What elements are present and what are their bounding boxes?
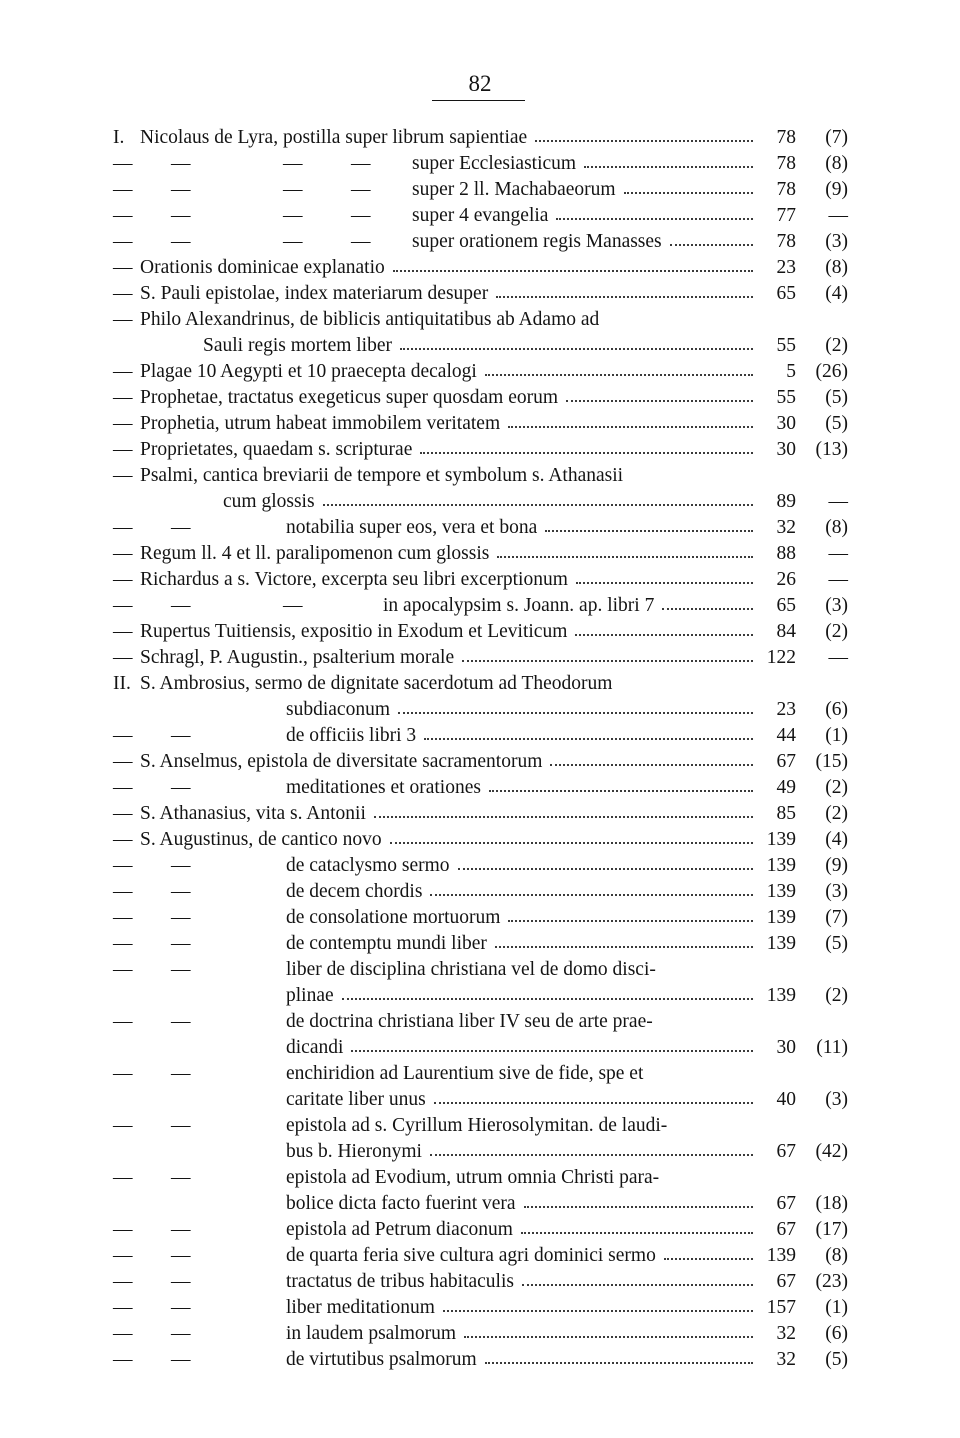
entry-title: de consolatione mortuorum <box>286 907 501 928</box>
index-entry <box>0 1321 960 1347</box>
page-ref: 23 <box>776 699 796 720</box>
page-ref: 5 <box>786 361 796 382</box>
entry-number: (5) <box>825 387 848 408</box>
page-ref: 26 <box>776 569 796 590</box>
ditto-dash: — <box>113 309 133 330</box>
index-entry <box>0 931 960 957</box>
dot-leader <box>508 905 753 931</box>
entry-title: epistola ad s. Cyrillum Hierosolymitan. de laudi- <box>286 1115 668 1136</box>
dot-leader <box>576 567 753 593</box>
entry-number: (26) <box>815 361 848 382</box>
ditto-dash: — <box>171 1011 191 1032</box>
page-ref: 78 <box>776 179 796 200</box>
dot-leader <box>521 1217 753 1243</box>
ditto-dash: — <box>113 153 133 174</box>
entry-title: Schragl, P. Augustin., psalterium morale <box>140 647 455 668</box>
index-entry <box>0 593 960 619</box>
index-entry <box>0 1009 960 1035</box>
entry-number: (13) <box>815 439 848 460</box>
ditto-dash: — <box>113 881 133 902</box>
ditto-dash: — <box>171 595 191 616</box>
page-ref: 122 <box>766 647 796 668</box>
entry-title: cum glossis <box>223 491 315 512</box>
ditto-dash: — <box>113 725 133 746</box>
index-entry <box>0 411 960 437</box>
ditto-dash: — <box>113 283 133 304</box>
ditto-dash: — <box>113 413 133 434</box>
index-entry <box>0 229 960 255</box>
ditto-dash: — <box>171 1167 191 1188</box>
entry-number: — <box>828 543 848 564</box>
entry-title: bus b. Hieronymi <box>286 1141 422 1162</box>
entry-number: (5) <box>825 933 848 954</box>
entry-title: S. Augustinus, de cantico novo <box>140 829 382 850</box>
entry-title: de doctrina christiana liber IV seu de arte prae- <box>286 1011 653 1032</box>
index-entry <box>0 879 960 905</box>
entry-title: Psalmi, cantica breviarii de tempore et symbolum s. Athanasii <box>140 465 624 486</box>
entry-number: (7) <box>825 127 848 148</box>
index-entry <box>0 905 960 931</box>
entry-number: (15) <box>815 751 848 772</box>
entry-title: super 2 ll. Machabaeorum <box>412 179 616 200</box>
index-entry <box>0 749 960 775</box>
entry-title: in laudem psalmorum <box>286 1323 457 1344</box>
dot-leader <box>462 645 753 671</box>
index-entry <box>0 359 960 385</box>
index-entry <box>0 801 960 827</box>
entry-title: super Ecclesiasticum <box>412 153 577 174</box>
page-ref: 139 <box>766 829 796 850</box>
entry-number: (7) <box>825 907 848 928</box>
entry-title: Prophetia, utrum habeat immobilem veritatem <box>140 413 501 434</box>
page-ref: 139 <box>766 855 796 876</box>
page-ref: 67 <box>776 1219 796 1240</box>
index-entry <box>0 385 960 411</box>
page-ref: 67 <box>776 1193 796 1214</box>
ditto-dash: — <box>113 1297 133 1318</box>
dot-leader <box>556 203 753 229</box>
dot-leader <box>550 749 753 775</box>
index-entry <box>0 437 960 463</box>
index-entry <box>0 151 960 177</box>
page-ref: 67 <box>776 1271 796 1292</box>
index-entry <box>0 645 960 671</box>
ditto-dash: — <box>113 179 133 200</box>
ditto-dash: — <box>113 543 133 564</box>
entry-title: liber de disciplina christiana vel de domo disci- <box>286 959 656 980</box>
index-entry <box>0 333 960 359</box>
index-entry <box>0 1217 960 1243</box>
dot-leader <box>351 1035 753 1061</box>
page-number: 82 <box>468 71 492 96</box>
ditto-dash: — <box>171 231 191 252</box>
dot-leader <box>664 1243 753 1269</box>
page-ref: 139 <box>766 907 796 928</box>
page-ref: 67 <box>776 751 796 772</box>
page-ref: 139 <box>766 1245 796 1266</box>
dot-leader <box>496 281 753 307</box>
ditto-dash: — <box>283 231 303 252</box>
index-entry <box>0 983 960 1009</box>
index-entry <box>0 515 960 541</box>
entry-number: — <box>828 205 848 226</box>
entry-number: (8) <box>825 517 848 538</box>
page-ref: 78 <box>776 153 796 174</box>
entry-number: (3) <box>825 881 848 902</box>
page-ref: 139 <box>766 933 796 954</box>
entry-number: (1) <box>825 725 848 746</box>
entry-number: (3) <box>825 595 848 616</box>
entry-title: de cataclysmo sermo <box>286 855 450 876</box>
entry-title: de quarta feria sive cultura agri dominici sermo <box>286 1245 656 1266</box>
dot-leader <box>662 593 753 619</box>
entry-number: (18) <box>815 1193 848 1214</box>
dot-leader <box>323 489 753 515</box>
page-ref: 139 <box>766 985 796 1006</box>
ditto-dash: — <box>113 1219 133 1240</box>
ditto-dash: — <box>113 855 133 876</box>
entry-title: epistola ad Petrum diaconum <box>286 1219 513 1240</box>
ditto-dash: — <box>113 751 133 772</box>
entry-title: de virtutibus psalmorum <box>286 1349 477 1370</box>
entry-number: (9) <box>825 855 848 876</box>
ditto-dash: — <box>171 933 191 954</box>
ditto-dash: — <box>171 153 191 174</box>
entry-number: (42) <box>815 1141 848 1162</box>
ditto-dash: — <box>113 1323 133 1344</box>
entry-title: subdiaconum <box>286 699 390 720</box>
ditto-dash: — <box>113 1011 133 1032</box>
dot-leader <box>489 775 753 801</box>
entry-number: (2) <box>825 335 848 356</box>
ditto-dash: — <box>171 517 191 538</box>
index-entry <box>0 1139 960 1165</box>
index-entry <box>0 203 960 229</box>
index-entry <box>0 541 960 567</box>
entry-title: in apocalypsim s. Joann. ap. libri 7 <box>383 595 655 616</box>
dot-leader <box>485 1347 753 1373</box>
dot-leader <box>342 983 753 1009</box>
page-ref: 55 <box>776 335 796 356</box>
dot-leader <box>485 359 753 385</box>
ditto-dash: — <box>113 231 133 252</box>
ditto-dash: — <box>171 1323 191 1344</box>
entry-number: (17) <box>815 1219 848 1240</box>
ditto-dash: — <box>283 595 303 616</box>
dot-leader <box>430 1139 753 1165</box>
entry-title: super orationem regis Manasses <box>412 231 662 252</box>
index-entry <box>0 1243 960 1269</box>
dot-leader <box>566 385 753 411</box>
entry-title: Rupertus Tuitiensis, expositio in Exodum et Leviticum <box>140 621 568 642</box>
page-ref: 88 <box>776 543 796 564</box>
ditto-dash: — <box>171 1115 191 1136</box>
dot-leader <box>400 333 753 359</box>
entry-title: Prophetae, tractatus exegeticus super quosdam eorum <box>140 387 559 408</box>
ditto-dash: — <box>351 153 371 174</box>
ditto-dash: — <box>351 205 371 226</box>
entry-number: (23) <box>815 1271 848 1292</box>
ditto-dash: — <box>171 1063 191 1084</box>
ditto-dash: — <box>171 1219 191 1240</box>
entry-number: (1) <box>825 1297 848 1318</box>
ditto-dash: — <box>283 153 303 174</box>
dot-leader <box>495 931 753 957</box>
dot-leader <box>434 1087 753 1113</box>
entry-number: — <box>828 647 848 668</box>
volume-label: II. <box>113 673 131 694</box>
entry-title: super 4 evangelia <box>412 205 549 226</box>
entry-title: dicandi <box>286 1037 344 1058</box>
ditto-dash: — <box>113 439 133 460</box>
dot-leader <box>624 177 753 203</box>
ditto-dash: — <box>171 881 191 902</box>
ditto-dash: — <box>351 231 371 252</box>
ditto-dash: — <box>113 829 133 850</box>
dot-leader <box>545 515 753 541</box>
entry-title: S. Ambrosius, sermo de dignitate sacerdotum ad Theodorum <box>140 673 613 694</box>
ditto-dash: — <box>113 959 133 980</box>
page-ref: 23 <box>776 257 796 278</box>
ditto-dash: — <box>113 1271 133 1292</box>
page-ref: 44 <box>776 725 796 746</box>
page-ref: 78 <box>776 231 796 252</box>
ditto-dash: — <box>113 595 133 616</box>
page-ref: 30 <box>776 413 796 434</box>
index-entry <box>0 1295 960 1321</box>
ditto-dash: — <box>171 1297 191 1318</box>
ditto-dash: — <box>113 205 133 226</box>
entry-title: plinae <box>286 985 334 1006</box>
ditto-dash: — <box>283 179 303 200</box>
ditto-dash: — <box>113 257 133 278</box>
dot-leader <box>575 619 753 645</box>
entry-title: Regum ll. 4 et ll. paralipomenon cum glossis <box>140 543 490 564</box>
entry-number: (9) <box>825 179 848 200</box>
entry-number: (4) <box>825 829 848 850</box>
ditto-dash: — <box>113 621 133 642</box>
ditto-dash: — <box>171 907 191 928</box>
dot-leader <box>497 541 753 567</box>
page-ref: 67 <box>776 1141 796 1162</box>
entry-number: (11) <box>816 1037 848 1058</box>
page-ref: 65 <box>776 595 796 616</box>
dot-leader <box>430 879 753 905</box>
page-ref: 32 <box>776 1349 796 1370</box>
page-ref: 30 <box>776 439 796 460</box>
entry-number: (2) <box>825 985 848 1006</box>
dot-leader <box>420 437 753 463</box>
entry-title: Sauli regis mortem liber <box>203 335 393 356</box>
dot-leader <box>464 1321 753 1347</box>
index-entry <box>0 1113 960 1139</box>
page-ref: 89 <box>776 491 796 512</box>
index-entry <box>0 307 960 333</box>
index-entry <box>0 957 960 983</box>
dot-leader <box>398 697 753 723</box>
index-entry <box>0 775 960 801</box>
entry-title: de decem chordis <box>286 881 423 902</box>
dot-leader <box>374 801 753 827</box>
index-entry <box>0 827 960 853</box>
entry-number: (8) <box>825 257 848 278</box>
dot-leader <box>524 1191 753 1217</box>
ditto-dash: — <box>113 465 133 486</box>
ditto-dash: — <box>351 179 371 200</box>
index-entry <box>0 125 960 151</box>
ditto-dash: — <box>171 179 191 200</box>
index-entry <box>0 1191 960 1217</box>
entry-title: Nicolaus de Lyra, postilla super librum sapientiae <box>140 127 528 148</box>
entry-number: (3) <box>825 1089 848 1110</box>
ditto-dash: — <box>113 569 133 590</box>
entry-title: enchiridion ad Laurentium sive de fide, spe et <box>286 1063 644 1084</box>
dot-leader <box>670 229 753 255</box>
dot-leader <box>522 1269 753 1295</box>
entry-title: S. Anselmus, epistola de diversitate sacramentorum <box>140 751 543 772</box>
entry-title: de contemptu mundi liber <box>286 933 487 954</box>
page-ref: 85 <box>776 803 796 824</box>
page-ref: 40 <box>776 1089 796 1110</box>
entry-title: S. Pauli epistolae, index materiarum desuper <box>140 283 489 304</box>
index-entry <box>0 255 960 281</box>
dot-leader <box>390 827 753 853</box>
page-ref: 30 <box>776 1037 796 1058</box>
index-entry <box>0 619 960 645</box>
index-list <box>0 125 960 1373</box>
ditto-dash: — <box>113 1245 133 1266</box>
entry-number: (5) <box>825 413 848 434</box>
page-ref: 157 <box>766 1297 796 1318</box>
ditto-dash: — <box>113 1115 133 1136</box>
dot-leader <box>584 151 753 177</box>
index-entry <box>0 671 960 697</box>
page-ref: 84 <box>776 621 796 642</box>
index-entry <box>0 1035 960 1061</box>
ditto-dash: — <box>113 361 133 382</box>
entry-number: (2) <box>825 621 848 642</box>
ditto-dash: — <box>113 1167 133 1188</box>
ditto-dash: — <box>171 959 191 980</box>
ditto-dash: — <box>113 777 133 798</box>
dot-leader <box>443 1295 753 1321</box>
dot-leader <box>508 411 753 437</box>
entry-title: notabilia super eos, vera et bona <box>286 517 538 538</box>
ditto-dash: — <box>171 1245 191 1266</box>
ditto-dash: — <box>113 387 133 408</box>
entry-title: de officiis libri 3 <box>286 725 417 746</box>
dot-leader <box>393 255 753 281</box>
entry-number: (2) <box>825 777 848 798</box>
entry-title: Richardus a s. Victore, excerpta seu libri excerptionum <box>140 569 568 590</box>
index-entry <box>0 281 960 307</box>
page-ref: 65 <box>776 283 796 304</box>
entry-number: — <box>828 569 848 590</box>
header-rule <box>432 100 525 101</box>
entry-title: S. Athanasius, vita s. Antonii <box>140 803 366 824</box>
index-entry <box>0 853 960 879</box>
entry-number: (2) <box>825 803 848 824</box>
entry-title: tractatus de tribus habitaculis <box>286 1271 514 1292</box>
entry-title: Orationis dominicae explanatio <box>140 257 385 278</box>
ditto-dash: — <box>113 517 133 538</box>
entry-title: Plagae 10 Aegypti et 10 praecepta decalogi <box>140 361 477 382</box>
index-entry <box>0 1061 960 1087</box>
entry-number: (8) <box>825 153 848 174</box>
ditto-dash: — <box>283 205 303 226</box>
ditto-dash: — <box>171 1349 191 1370</box>
entry-title: liber meditationum <box>286 1297 435 1318</box>
entry-title: meditationes et orationes <box>286 777 481 798</box>
entry-number: (5) <box>825 1349 848 1370</box>
entry-number: (8) <box>825 1245 848 1266</box>
entry-title: bolice dicta facto fuerint vera <box>286 1193 516 1214</box>
entry-number: (3) <box>825 231 848 252</box>
entry-number: (6) <box>825 699 848 720</box>
index-entry <box>0 1269 960 1295</box>
volume-label: I. <box>113 127 125 148</box>
ditto-dash: — <box>171 205 191 226</box>
ditto-dash: — <box>171 777 191 798</box>
page-ref: 32 <box>776 1323 796 1344</box>
index-entry <box>0 1347 960 1373</box>
entry-title: caritate liber unus <box>286 1089 426 1110</box>
entry-number: (6) <box>825 1323 848 1344</box>
page-ref: 139 <box>766 881 796 902</box>
ditto-dash: — <box>113 647 133 668</box>
page-ref: 77 <box>776 205 796 226</box>
dot-leader <box>535 125 753 151</box>
index-entry <box>0 567 960 593</box>
ditto-dash: — <box>113 907 133 928</box>
index-entry <box>0 177 960 203</box>
page-ref: 32 <box>776 517 796 538</box>
ditto-dash: — <box>113 933 133 954</box>
page-ref: 78 <box>776 127 796 148</box>
entry-title: Philo Alexandrinus, de biblicis antiquitatibus ab Adamo ad <box>140 309 600 330</box>
index-entry <box>0 697 960 723</box>
entry-title: Proprietates, quaedam s. scripturae <box>140 439 413 460</box>
index-entry <box>0 1165 960 1191</box>
index-entry <box>0 723 960 749</box>
index-entry <box>0 463 960 489</box>
ditto-dash: — <box>113 803 133 824</box>
ditto-dash: — <box>171 1271 191 1292</box>
index-entry <box>0 1087 960 1113</box>
entry-number: (4) <box>825 283 848 304</box>
page-ref: 49 <box>776 777 796 798</box>
dot-leader <box>424 723 753 749</box>
dot-leader <box>458 853 753 879</box>
page-ref: 55 <box>776 387 796 408</box>
ditto-dash: — <box>171 855 191 876</box>
ditto-dash: — <box>171 725 191 746</box>
ditto-dash: — <box>113 1349 133 1370</box>
entry-number: — <box>828 491 848 512</box>
index-entry <box>0 489 960 515</box>
entry-title: epistola ad Evodium, utrum omnia Christi para- <box>286 1167 660 1188</box>
ditto-dash: — <box>113 1063 133 1084</box>
